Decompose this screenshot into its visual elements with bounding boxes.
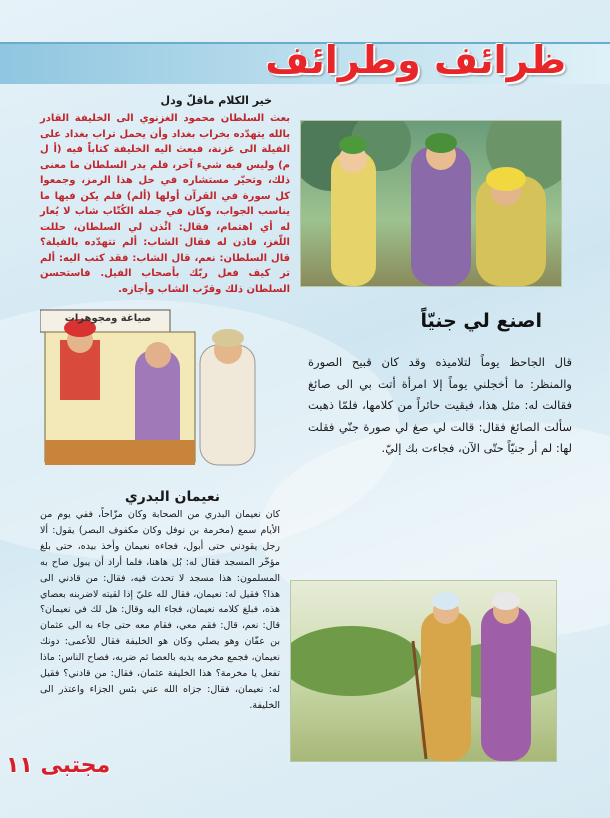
- story-title: خير الكلام ماقلّ ودل: [160, 94, 272, 107]
- illustration-three-men: [300, 120, 562, 287]
- magazine-logo: مجتبى ١١: [6, 753, 111, 778]
- story-title: نعيمان البدري: [124, 489, 220, 505]
- story-body: قال الجاحظ يوماً لتلاميذه وقد كان قبيح الصورة والمنظر: ما أخجلني يوماً إلا امرأة أتت بي الى صائغ فقالت له: مثل هذا، فبقيت حائراً من كلامها، فلمّا ذهبت سألت الصائغ فقال: قالت لي صغ لي صورة جنّي فقلت لها: لم أر جنيّاً حتّى الآن، فجاءت بك إليّ.: [308, 355, 572, 455]
- shop-sign: صياغة ومجوهرات: [64, 313, 152, 324]
- story-body: كان نعيمان البدري من الصحابة وكان مزّاحاً، ففي يوم من الأيام سمع (مخرمة بن نوفل وكان مكفوف البصر) يقول: ألا رجل يقودني حتى أبول، فجاءه نعيمان وأخذ بيده، حتى بلغ مؤخّر المسجد فقال له: بُل هاهنا، فلما أراد أن يبول صاح به المسلمون: هذا مسجد لا تحدث فيه، فقال: من قادني الى هذا؟ فقيل له: نعيمان، فقال لله عليّ إذا لقيته لاضربنه بعصاي هذه، فبلغ كلامه نعيمان، فجاء اليه وقال: هل لك في نعيمان؟ قال: نعم، قال: فقم معي، فقام معه حتى جاء به الى عثمان بن عفّان وهو يصلي وكان هو الخليفة فقال للأعمى: دونك نعيمان، فجمع مخرمه يديه بالعصا ثم ضربه، فصاح الناس: ماذا تفعل يا مخرمة؟ هذا الخليفة عثمان، فقال: من قادني؟ فقيل له: نعيمان، فقال: جزاه الله عني بئس الجزاء واعتذر الى الخليفة.: [40, 509, 280, 711]
- section-banner: [0, 38, 610, 84]
- section-title: ظرائف وطرائف: [265, 38, 566, 82]
- illustration-two-men: [290, 580, 557, 762]
- story-title: اصنع لي جنيّاً: [420, 310, 542, 332]
- illustration-jewelry-shop: [40, 300, 290, 470]
- story-body: بعث السلطان محمود الغزنوي الى الخليفة القادر بالله يتهدّده بخراب بغداد وأن يحمل تراب بغداد على الفيلة الى غزنة، فبعث اليه الخليفة كتاباً فيه (أ ل م) وليس فيه شيء آخر، فلم يدر السلطان ما معنى ذلك، وتحيّر مستشاره في حل هذا الرمز، وجمعوا كل سورة في القرآن أولها (ألم) فلم يكن فيها ما يناسب الجواب، وكان في جملة الكُتّاب شاب لا يُعار له أي اهتمام، فقال: ائْذن لي السلطان، حللت اللّغز، فاذن له فقال الشاب: ألم تتهدّده بالفيلة؟ قال السلطان: نعم، قال الشاب: فقد كتب اليه: ألم تر كيف فعل ربّك بأصحاب الفيل. فاستحسن السلطان ذلك وقرّب الشاب وأجازه.: [40, 113, 290, 295]
